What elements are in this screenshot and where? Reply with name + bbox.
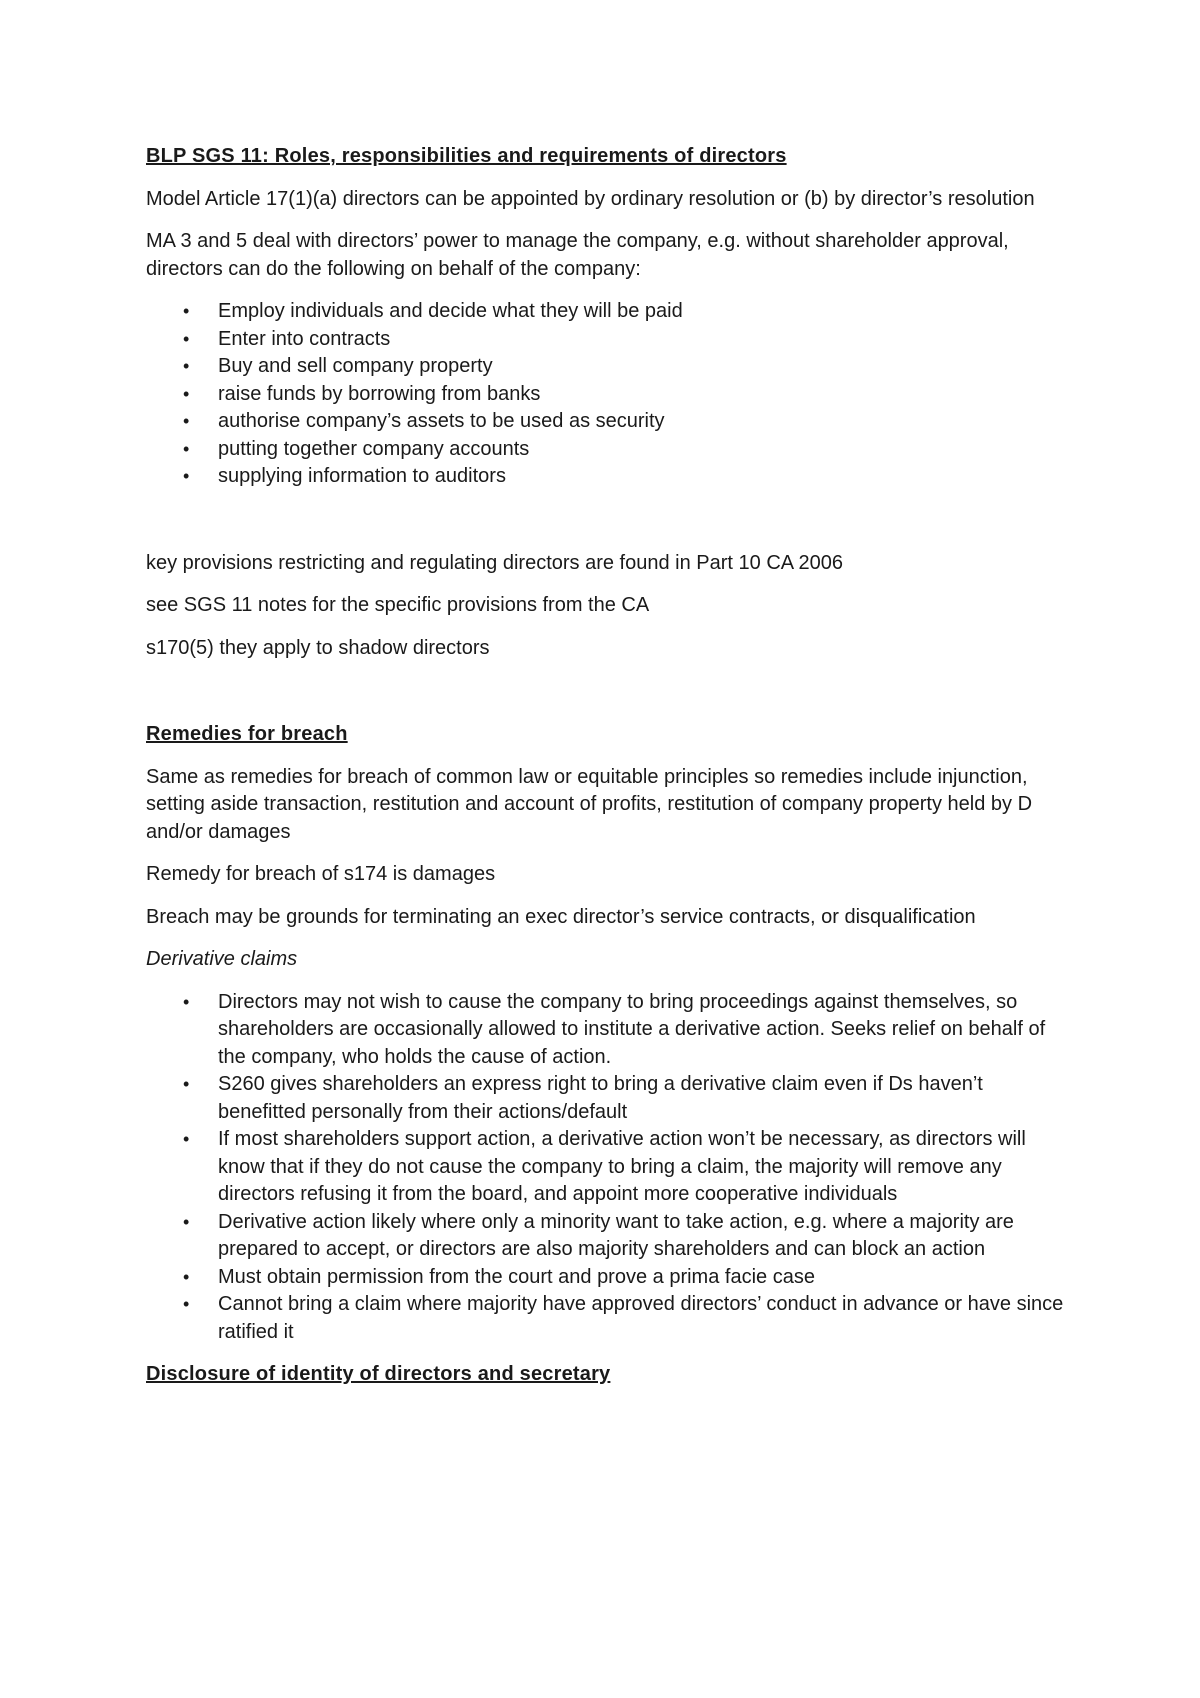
bullet-icon: • bbox=[183, 1074, 190, 1094]
directors-powers-list bbox=[146, 298, 1066, 491]
list-item: • Cannot bring a claim where majority have approved directors’ conduct in advance or have since ratified it bbox=[183, 1293, 1064, 1343]
bullet-icon: • bbox=[183, 328, 190, 349]
paragraph-model-article: Model Article 17(1)(a) directors can be appointed by ordinary resolution or (b) by director’s resolution bbox=[146, 187, 1035, 210]
paragraph-key-provisions: key provisions restricting and regulating directors are found in Part 10 CA 2006 bbox=[146, 551, 844, 574]
list-item: • authorise company’s assets to be used as security bbox=[146, 408, 1066, 436]
list-item: • supplying information to auditors bbox=[146, 463, 1066, 491]
list-item: • Employ individuals and decide what they will be paid bbox=[146, 298, 1066, 326]
document-title: BLP SGS 11: Roles, responsibilities and requirements of directors bbox=[146, 145, 787, 167]
list-item: • Derivative action likely where only a minority want to take action, e.g. where a majority are prepared to accept, or directors are also majority shareholders and can block an action bbox=[183, 1210, 1014, 1260]
list-item: • If most shareholders support action, a derivative action won’t be necessary, as directors will know that if they do not cause the company to bring a claim, the majority will remove any directors refusing it from the board, and appoint more cooperative individuals bbox=[183, 1128, 1026, 1205]
list-item: • Buy and sell company property bbox=[146, 353, 1066, 381]
remedies-heading: Remedies for breach bbox=[146, 723, 348, 745]
bullet-icon: • bbox=[183, 1266, 190, 1287]
paragraph-shadow-directors: s170(5) they apply to shadow directors bbox=[146, 636, 490, 659]
paragraph-breach-grounds: Breach may be grounds for terminating an exec director’s service contracts, or disqualification bbox=[146, 905, 976, 928]
derivative-claims-list bbox=[146, 989, 1066, 1347]
bullet-icon: • bbox=[183, 1211, 190, 1232]
derivative-claims-subheading: Derivative claims bbox=[146, 948, 298, 970]
blank-line bbox=[146, 677, 1066, 721]
paragraph-directors-power: MA 3 and 5 deal with directors’ power to manage the company, e.g. without shareholder approval, directors can do the following on behalf of the company: bbox=[146, 230, 1009, 280]
bullet-icon: • bbox=[183, 466, 190, 486]
bullet-icon: • bbox=[183, 1129, 190, 1149]
bullet-icon: • bbox=[183, 411, 190, 431]
list-item: • Must obtain permission from the court and prove a prima facie case bbox=[146, 1264, 1066, 1292]
paragraph-see-notes: see SGS 11 notes for the specific provisions from the CA bbox=[146, 594, 650, 616]
document-page bbox=[146, 143, 1066, 1404]
list-item: • putting together company accounts bbox=[146, 436, 1066, 464]
bullet-icon: • bbox=[183, 991, 190, 1012]
list-item: • Directors may not wish to cause the company to bring proceedings against themselves, so shareholders are occasionally allowed to institute a derivative action. Seeks relief on behalf of the company, who holds the cause of action. bbox=[183, 990, 1046, 1068]
paragraph-remedies-general: Same as remedies for breach of common law or equitable principles so remedies include injunction, setting aside transaction, restitution and account of profits, restitution of company property held by D and/or damages bbox=[146, 765, 1033, 843]
list-item: • Enter into contracts bbox=[146, 326, 1066, 354]
bullet-icon: • bbox=[183, 1294, 190, 1314]
list-item: • S260 gives shareholders an express right to bring a derivative claim even if Ds haven’t benefitted personally from their actions/default bbox=[183, 1073, 983, 1123]
disclosure-heading: Disclosure of identity of directors and secretary bbox=[146, 1363, 611, 1385]
blank-line bbox=[146, 506, 1066, 550]
bullet-icon: • bbox=[183, 383, 190, 404]
bullet-icon: • bbox=[183, 438, 190, 459]
list-item: • raise funds by borrowing from banks bbox=[146, 381, 1066, 409]
bullet-icon: • bbox=[183, 356, 190, 376]
bullet-icon: • bbox=[183, 301, 190, 321]
paragraph-remedy-s174: Remedy for breach of s174 is damages bbox=[146, 863, 496, 885]
